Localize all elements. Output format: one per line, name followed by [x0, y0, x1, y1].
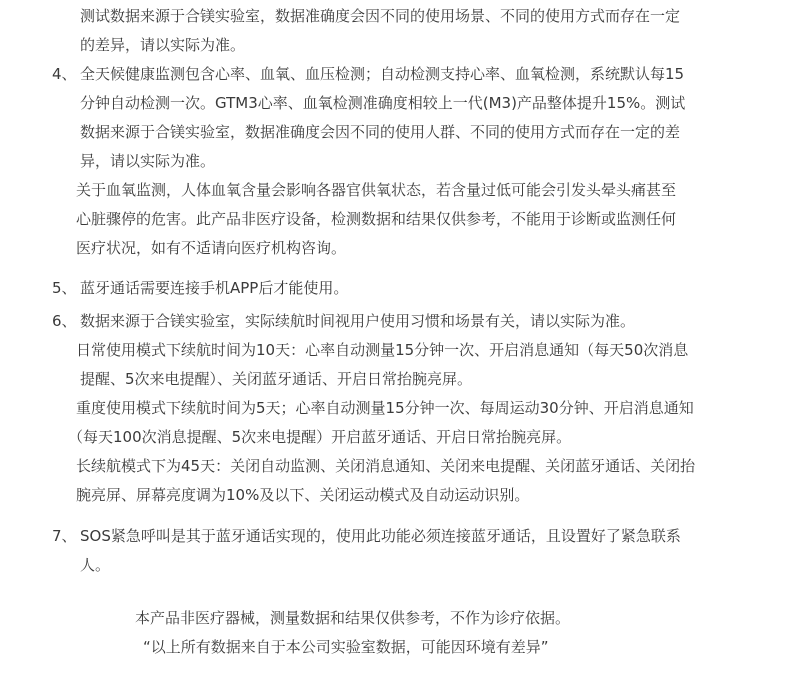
mode-line-4: （每天100次消息提醒、5次来电提醒）开启蓝牙通话、开启日常抬腕亮屏。: [68, 428, 572, 446]
spo2-line-1: 关于血氧监测，人体血氧含量会影响各器官供氧状态，若含量过低可能会引发头晕头痛甚至: [76, 181, 677, 199]
note7-number: 7、: [52, 527, 77, 545]
note4-line-4: 异，请以实际为准。: [80, 152, 216, 170]
note6-text: 数据来源于合镁实验室，实际续航时间视用户使用习惯和场景有关，请以实际为准。: [80, 312, 636, 330]
note4-line-1: 全天候健康监测包含心率、血氧、血压检测；自动检测支持心率、血氧检测，系统默认每15: [80, 65, 685, 83]
spo2-line-2: 心脏骤停的危害。此产品非医疗设备，检测数据和结果仅供参考，不能用于诊断或监测任何: [76, 210, 677, 228]
note7-line-2: 人。: [80, 556, 111, 574]
note5-text: 蓝牙通话需要连接手机APP后才能使用。: [80, 279, 349, 297]
mode-line-1: 日常使用模式下续航时间为10天：心率自动测量15分钟一次、开启消息通知（每天50次消息: [76, 341, 689, 359]
note6-number: 6、: [52, 312, 77, 330]
mode-line-6: 腕亮屏、屏幕亮度调为10%及以下、关闭运动模式及自动运动识别。: [76, 486, 530, 504]
mode-line-5: 长续航模式下为45天：关闭自动监测、关闭消息通知、关闭来电提醒、关闭蓝牙通话、关闭抬: [76, 457, 696, 475]
note5-number: 5、: [52, 279, 77, 297]
note4-line-3: 数据来源于合镁实验室，数据准确度会因不同的使用人群、不同的使用方式而存在一定的差: [80, 123, 681, 141]
note3-line-2: 的差异，请以实际为准。: [80, 36, 246, 54]
footer-quote: “以上所有数据来自于本公司实验室数据，可能因环境有差异”: [143, 638, 549, 656]
mode-line-2: 提醒、5次来电提醒）、关闭蓝牙通话、开启日常抬腕亮屏。: [80, 370, 473, 388]
mode-line-3: 重度使用模式下续航时间为5天；心率自动测量15分钟一次、每周运动30分钟、开启消息通知: [76, 399, 694, 417]
note7-line-1: SOS紧急呼叫是其于蓝牙通话实现的，使用此功能必须连接蓝牙通话，且设置好了紧急联系: [80, 527, 681, 545]
spo2-line-3: 医疗状况，如有不适请向医疗机构咨询。: [76, 239, 347, 257]
footer-disclaimer: 本产品非医疗器械，测量数据和结果仅供参考，不作为诊疗依据。: [135, 609, 571, 627]
note4-number: 4、: [52, 65, 77, 83]
note3-line-1: 测试数据来源于合镁实验室，数据准确度会因不同的使用场景、不同的使用方式而存在一定: [80, 7, 681, 25]
note4-line-2: 分钟自动检测一次。GTM3心率、血氧检测准确度相较上一代(M3)产品整体提升15%。测试: [80, 94, 686, 112]
